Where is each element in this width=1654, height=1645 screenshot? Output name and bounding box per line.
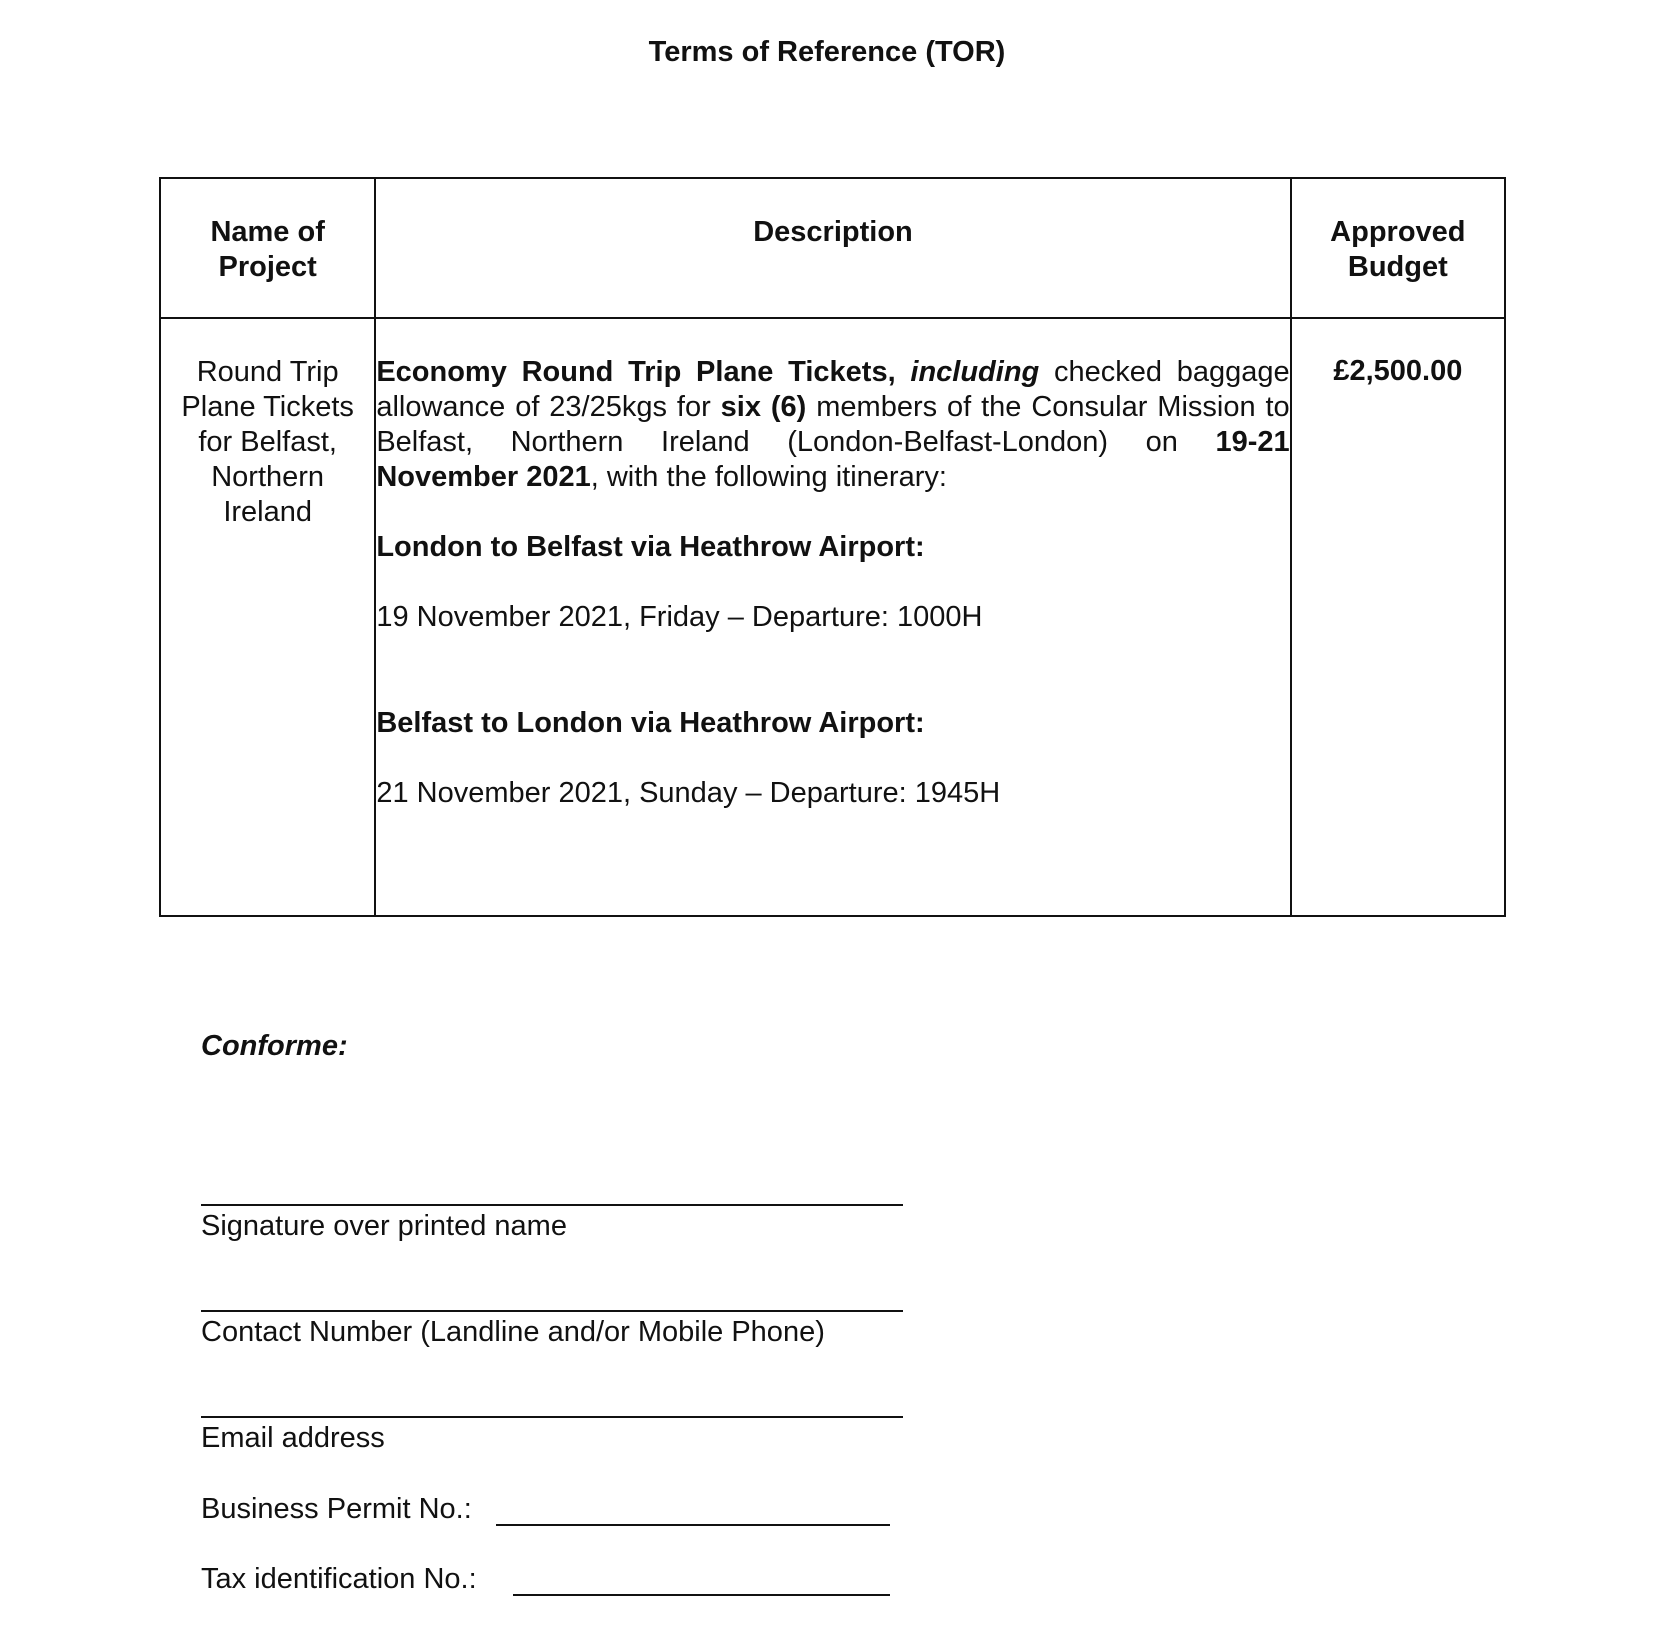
contact-number-line[interactable] (201, 1310, 903, 1312)
email-label: Email address (201, 1422, 385, 1454)
intro-bold3: 19-21 November 2021 (376, 426, 1290, 493)
project-name-line: Ireland (223, 496, 312, 528)
signature-line[interactable] (201, 1204, 903, 1206)
tor-table (159, 177, 1506, 917)
project-name-line: Plane Tickets (181, 391, 354, 423)
description-cell (375, 318, 1290, 916)
tin-blank[interactable] (513, 1594, 890, 1596)
business-permit-blank[interactable] (496, 1524, 890, 1526)
conforme-label: Conforme: (201, 1030, 348, 1062)
table-row (160, 318, 1505, 916)
header-budget-line2: Budget (1347, 251, 1448, 283)
intro-bold2: six (6) (720, 391, 807, 423)
approved-budget-cell: £2,500.00 (1291, 318, 1505, 916)
document-title: Terms of Reference (TOR) (648, 36, 1006, 68)
intro-text2: members of the Consular Mission to Belfast, Northern Ireland (London-Belfast-London) on (376, 391, 1290, 458)
description-intro (376, 355, 1289, 495)
intro-text3: , with the following itinerary: (590, 461, 947, 493)
leg2-detail: 21 November 2021, Sunday – Departure: 1945H (376, 777, 1001, 809)
intro-bold: Economy Round Trip Plane Tickets, (376, 356, 896, 388)
header-name-of-project (160, 178, 375, 318)
contact-number-label: Contact Number (Landline and/or Mobile Phone) (201, 1316, 825, 1348)
header-budget-line1: Approved (1330, 216, 1466, 248)
intro-italic: including (910, 356, 1040, 388)
table-header-row (160, 178, 1505, 318)
project-name-cell (160, 318, 375, 916)
project-name-line: Round Trip (196, 356, 339, 388)
header-approved-budget (1291, 178, 1505, 318)
leg2-heading: Belfast to London via Heathrow Airport: (376, 707, 925, 739)
header-name-line1: Name of (210, 216, 325, 248)
project-name-line: for Belfast, (198, 426, 337, 458)
tin-label: Tax identification No.: (201, 1563, 477, 1595)
header-description: Description (375, 178, 1290, 318)
leg1-heading: London to Belfast via Heathrow Airport: (376, 531, 925, 563)
business-permit-label: Business Permit No.: (201, 1493, 472, 1525)
signature-label: Signature over printed name (201, 1210, 567, 1242)
leg1-detail: 19 November 2021, Friday – Departure: 1000H (376, 601, 983, 633)
project-name-line: Northern (211, 461, 325, 493)
intro-text1: checked baggage allowance of 23/25kgs for (376, 356, 1290, 423)
email-line[interactable] (201, 1416, 903, 1418)
header-name-line2: Project (218, 251, 317, 283)
